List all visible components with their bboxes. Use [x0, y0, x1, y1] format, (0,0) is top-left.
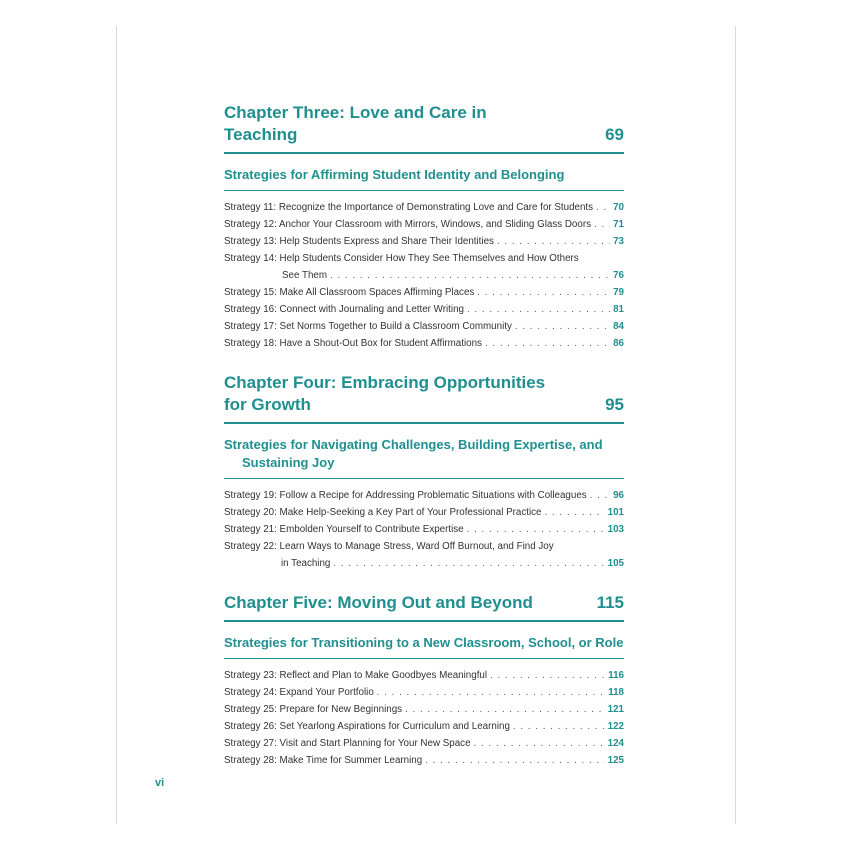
- book-page: [116, 26, 736, 824]
- dot-leader: [425, 752, 604, 769]
- toc-entry[interactable]: [224, 284, 624, 301]
- dot-leader: [544, 504, 604, 521]
- toc-entry[interactable]: [224, 752, 624, 769]
- dot-leader: [485, 335, 610, 352]
- toc-entry[interactable]: [224, 701, 624, 718]
- toc-entry[interactable]: [224, 667, 624, 684]
- toc-entry[interactable]: [224, 301, 624, 318]
- toc-entry[interactable]: [224, 521, 624, 538]
- chapter-heading: [224, 372, 624, 424]
- entry-page-number: 70: [613, 202, 624, 213]
- entry-title: Strategy 18: Have a Shout-Out Box for Student Affirmations: [224, 338, 482, 349]
- entry-page-number: 124: [607, 738, 624, 749]
- chapter-page-number: 95: [605, 395, 624, 414]
- dot-leader: [467, 521, 605, 538]
- entry-title: Strategy 11: Recognize the Importance of Demonstrating Love and Care for Students: [224, 202, 594, 213]
- entry-title-continued: See Them: [282, 270, 328, 281]
- entry-page-number: 116: [608, 670, 624, 681]
- entry-page-number: 81: [613, 304, 624, 315]
- entry-title: Strategy 28: Make Time for Summer Learning: [224, 755, 423, 766]
- entry-page-number: 73: [613, 236, 624, 247]
- toc-entry[interactable]: [224, 538, 624, 572]
- dot-leader: [515, 318, 610, 335]
- toc-entry[interactable]: [224, 735, 624, 752]
- toc-entry[interactable]: [224, 250, 624, 284]
- dot-leader: [330, 267, 610, 284]
- chapter-heading: [224, 592, 624, 622]
- entry-title: Strategy 21: Embolden Yourself to Contribute Expertise: [224, 524, 464, 535]
- dot-leader: [590, 487, 610, 504]
- section-heading: Strategies for Affirming Student Identity and Belonging: [224, 157, 624, 191]
- entry-title: Strategy 13: Help Students Express and Share Their Identities: [224, 236, 494, 247]
- entry-page-number: 76: [613, 270, 624, 281]
- dot-leader: [377, 684, 605, 701]
- toc-entry[interactable]: [224, 718, 624, 735]
- toc-entry[interactable]: [224, 684, 624, 701]
- entry-title-continued: in Teaching: [281, 558, 331, 569]
- dot-leader: [333, 555, 604, 572]
- toc-entry[interactable]: [224, 233, 624, 250]
- entry-title: Strategy 20: Make Help-Seeking a Key Part of Your Professional Practice: [224, 507, 542, 518]
- dot-leader: [477, 284, 610, 301]
- dot-leader: [513, 718, 605, 735]
- toc-entry[interactable]: [224, 318, 624, 335]
- toc-entry[interactable]: [224, 199, 624, 216]
- entry-title: Strategy 17: Set Norms Together to Build a Classroom Community: [224, 321, 512, 332]
- entry-title: Strategy 25: Prepare for New Beginnings: [224, 704, 403, 715]
- dot-leader: [596, 199, 610, 216]
- chapter-page-number: 115: [596, 593, 624, 612]
- entry-page-number: 103: [607, 524, 624, 535]
- section-heading-line: Strategies for Navigating Challenges, Building Expertise, and: [224, 437, 603, 452]
- dot-leader: [405, 701, 605, 718]
- entry-page-number: 125: [607, 755, 624, 766]
- entry-page-number: 121: [607, 704, 624, 715]
- entry-page-number: 86: [613, 338, 624, 349]
- dot-leader: [467, 301, 610, 318]
- strategy-list: [224, 487, 624, 572]
- entry-title: Strategy 19: Follow a Recipe for Addressing Problematic Situations with Colleagues: [224, 490, 587, 501]
- entry-title: Strategy 23: Reflect and Plan to Make Goodbyes Meaningful: [224, 670, 488, 681]
- strategy-list: [224, 667, 624, 769]
- entry-title: Strategy 27: Visit and Start Planning for Your New Space: [224, 738, 471, 749]
- entry-page-number: 105: [607, 558, 624, 569]
- dot-leader: [594, 216, 610, 233]
- entry-page-number: 96: [613, 490, 624, 501]
- entry-page-number: 71: [613, 219, 624, 230]
- chapter-title: Chapter Five: Moving Out and Beyond: [224, 593, 533, 612]
- entry-title: Strategy 14: Help Students Consider How They See Themselves and How Others: [224, 253, 579, 264]
- toc-entry[interactable]: [224, 487, 624, 504]
- chapter-title-line: for Growth: [224, 395, 311, 414]
- chapter-heading: [224, 102, 624, 154]
- chapter-title: Chapter Three: Love and Care in Teaching: [224, 103, 487, 144]
- strategy-list: [224, 199, 624, 352]
- entry-page-number: 79: [613, 287, 624, 298]
- table-of-contents: [224, 102, 624, 769]
- entry-title: Strategy 26: Set Yearlong Aspirations for Curriculum and Learning: [224, 721, 510, 732]
- toc-entry[interactable]: [224, 504, 624, 521]
- entry-page-number: 122: [607, 721, 624, 732]
- chapter-title-line: Chapter Four: Embracing Opportunities: [224, 373, 546, 392]
- toc-entry[interactable]: [224, 335, 624, 352]
- section-heading: Strategies for Transitioning to a New Classroom, School, or Role: [224, 625, 624, 659]
- entry-page-number: 84: [613, 321, 624, 332]
- chapter-title: [224, 372, 545, 416]
- chapter-page-number: 69: [605, 125, 624, 144]
- entry-title: Strategy 16: Connect with Journaling and Letter Writing: [224, 304, 464, 315]
- entry-title: Strategy 22: Learn Ways to Manage Stress, Ward Off Burnout, and Find Joy: [224, 541, 554, 552]
- entry-title: Strategy 12: Anchor Your Classroom with Mirrors, Windows, and Sliding Glass Doors: [224, 219, 591, 230]
- dot-leader: [474, 735, 605, 752]
- entry-page-number: 118: [608, 687, 624, 698]
- section-heading-line: Sustaining Joy: [242, 455, 335, 470]
- section-heading: [224, 427, 624, 479]
- entry-title: Strategy 15: Make All Classroom Spaces Affirming Places: [224, 287, 475, 298]
- toc-entry[interactable]: [224, 216, 624, 233]
- dot-leader: [497, 233, 610, 250]
- dot-leader: [490, 667, 605, 684]
- entry-page-number: 101: [607, 507, 624, 518]
- entry-title: Strategy 24: Expand Your Portfolio: [224, 687, 374, 698]
- page-folio: vi: [155, 777, 165, 789]
